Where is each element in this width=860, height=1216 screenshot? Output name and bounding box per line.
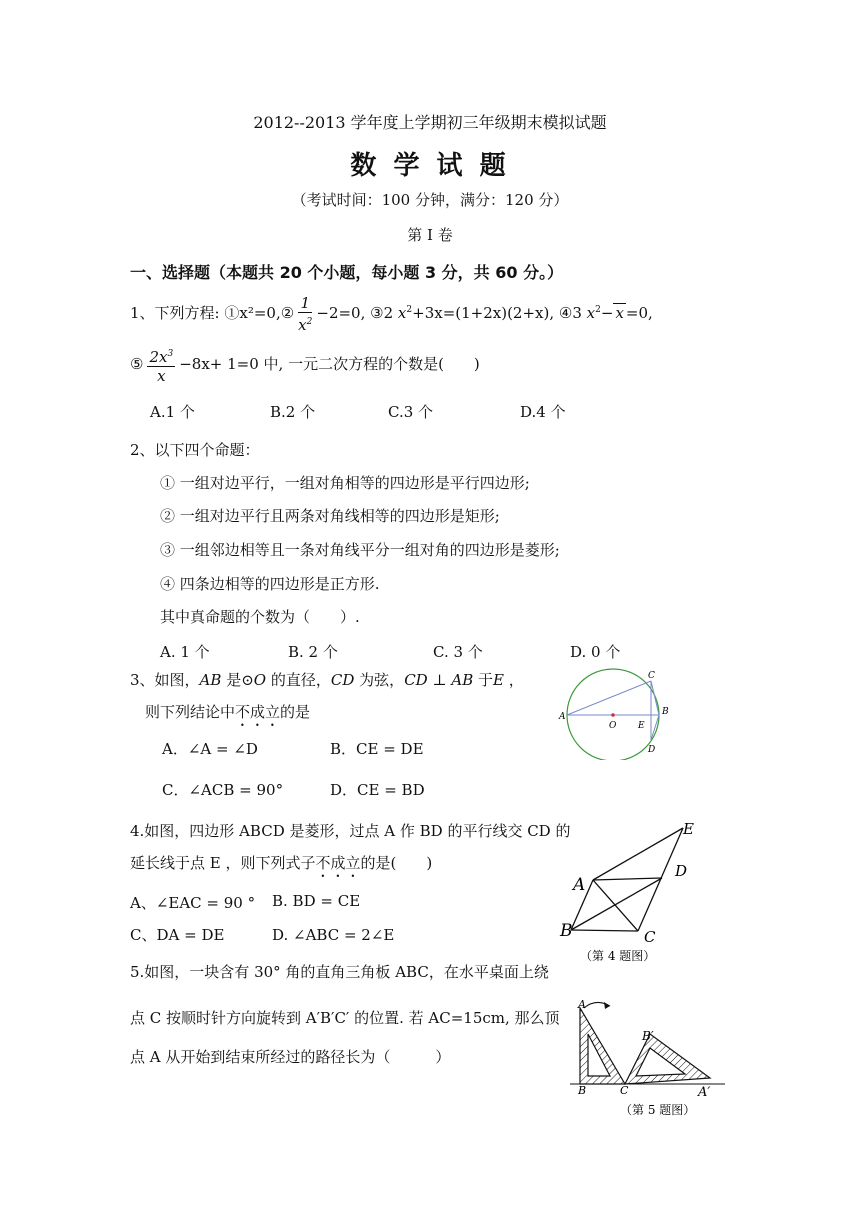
exam-subject-title: 数 学 试 题 (350, 151, 510, 181)
question-5-line-2: 点 C 按顺时针方向旋转到 A′B′C′ 的位置. 若 AC=15cm, 那么顶 (130, 1009, 560, 1027)
question-2-item: ② 一组对边平行且两条对角线相等的四边形是矩形; (160, 507, 500, 525)
question-4-option-d[interactable]: D. ∠ABC = 2∠E (272, 926, 395, 944)
question-1-option-b[interactable]: B.2 个 (270, 403, 316, 421)
figure-5-caption: （第 5 题图） (620, 1103, 696, 1117)
label-d: D (675, 862, 688, 880)
question-2-ask: 其中真命题的个数为（ ）. (160, 608, 360, 626)
label-d: D (648, 745, 656, 755)
label-b: B (578, 1084, 587, 1097)
label-o: O (609, 721, 617, 731)
question-4-line-1: 4.如图，四边形 ABCD 是菱形，过点 A 作 BD 的平行线交 CD 的 (130, 822, 571, 840)
figure-4-caption: （第 4 题图） (580, 949, 656, 963)
question-1-option-a[interactable]: A.1 个 (150, 403, 195, 421)
question-2-item: ① 一组对边平行，一组对角相等的四边形是平行四边形; (160, 474, 530, 492)
question-2-stem: 2、以下四个命题： (130, 441, 260, 459)
question-3-option-b[interactable]: B．CE = DE (330, 740, 424, 758)
question-2-option-c[interactable]: C. 3 个 (433, 643, 483, 661)
label-e: E (683, 820, 694, 838)
label-e: E (638, 721, 645, 731)
label-a: A (559, 712, 566, 722)
exam-info: （考试时间：100 分钟，满分：120 分） (291, 191, 569, 209)
question-1-option-d[interactable]: D.4 个 (520, 403, 566, 421)
question-4-line-2: 延长线于点 E ，则下列式子不成立的是( ) (130, 854, 433, 872)
label-b-prime: B′ (642, 1029, 654, 1043)
question-2-item: ③ 一组邻边相等且一条对角线平分一组对角的四边形是菱形; (160, 541, 560, 559)
question-1-line-2: ⑤ $\frac{2x^3}{x}$ −8x+ 1=0 中, 一元二次方程的个数是( ) (130, 345, 480, 385)
question-3-figure (555, 660, 685, 760)
label-a: A (573, 875, 586, 895)
question-1-line-1: 1、下列方程: ①x²=0,② $\frac{1}{x^2}$ −2=0, ③2 $x^2+3x=(1+2x)(2+x)$, ④3 $x^2- x =0$, (130, 294, 653, 334)
label-b: B (662, 707, 669, 717)
volume-label: 第 I 卷 (407, 226, 453, 244)
question-5-line-3: 点 A 从开始到结束所经过的路径长为（ ） (130, 1048, 451, 1066)
label-a: A (578, 1000, 586, 1011)
exam-school-year: 2012--2013 学年度上学期初三年级期末模拟试题 (253, 113, 607, 132)
question-5-figure (570, 1000, 730, 1120)
question-2-option-a[interactable]: A. 1 个 (160, 643, 210, 661)
question-3-option-a[interactable]: A．∠A = ∠D (162, 740, 258, 758)
question-1-option-c[interactable]: C.3 个 (388, 403, 434, 421)
label-a-prime: A′ (698, 1085, 711, 1100)
label-c: C (648, 671, 655, 681)
question-2-item: ④ 四条边相等的四边形是正方形. (160, 575, 380, 593)
question-3-option-d[interactable]: D．CE = BD (330, 781, 425, 799)
label-b: B (560, 921, 573, 941)
question-2-option-b[interactable]: B. 2 个 (288, 643, 338, 661)
question-2-option-d[interactable]: D. 0 个 (570, 643, 621, 661)
question-3-line-2: 则下列结论中不成立的是 (145, 703, 311, 721)
question-4-option-c[interactable]: C、DA = DE (130, 926, 225, 944)
label-c: C (644, 928, 656, 946)
label-c: C (620, 1084, 629, 1097)
section-title: 一、选择题（本题共 20 个小题，每小题 3 分，共 60 分。） (130, 263, 564, 282)
question-4-figure (558, 818, 708, 963)
question-5-line-1: 5.如图，一块含有 30° 角的直角三角板 ABC，在水平桌面上绕 (130, 963, 549, 981)
question-3-stem: 3、如图，AB 是⊙O 的直径，CD 为弦，CD ⊥ AB 于E ， (130, 671, 524, 689)
question-3-option-c[interactable]: C．∠ACB = 90° (162, 781, 284, 799)
question-4-option-b[interactable]: B. BD = CE (272, 892, 361, 910)
question-4-option-a[interactable]: A、∠EAC = 90 ° (130, 894, 256, 912)
